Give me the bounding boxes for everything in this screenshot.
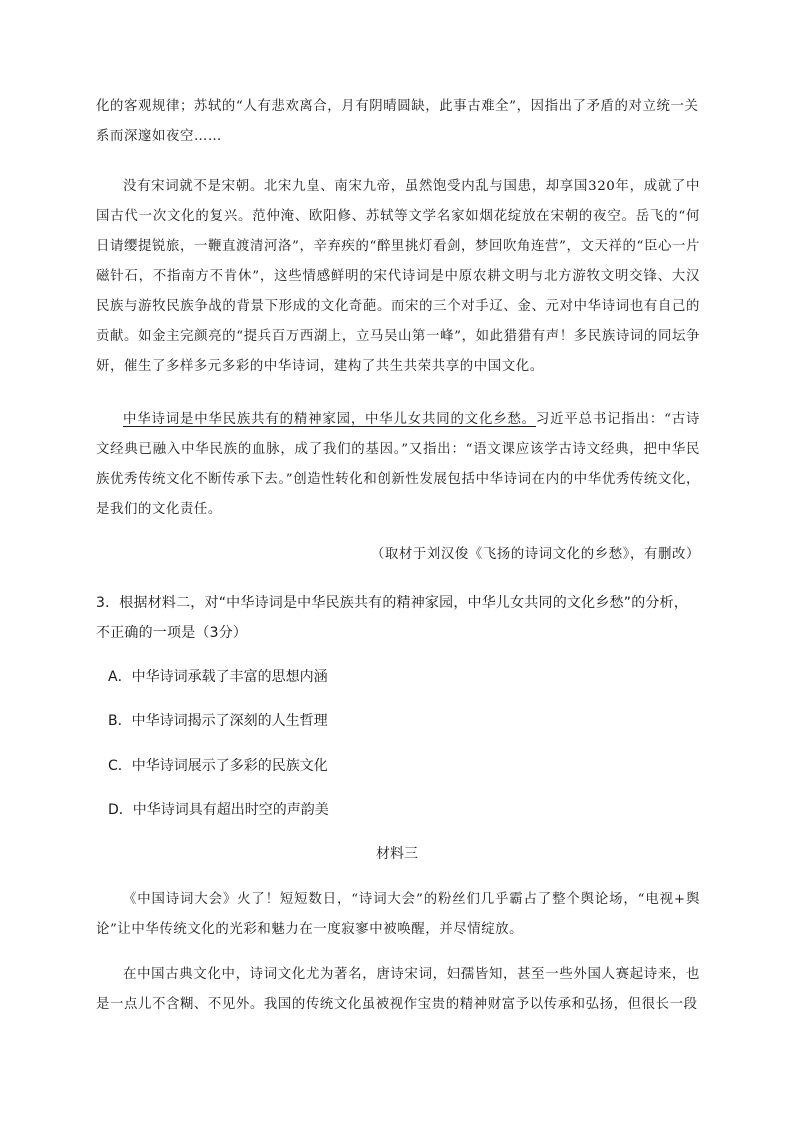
- option-a[interactable]: A．中华诗词承载了丰富的思想内涵: [108, 669, 328, 685]
- option-d[interactable]: D．中华诗词具有超出时空的声韵美: [108, 802, 329, 818]
- material3-paragraph-2: 在中国古典文化中，诗词文化尤为著名，唐诗宋词，妇孺皆知，甚至一些外国人赛起诗来，也是一点儿不含糊、不见外。我国的传统文化虽被视作宝贵的精神财富予以传承和弘扬，但很长一段: [96, 967, 700, 1012]
- key-sentence-underlined: 中华诗词是中华民族共有的精神家园，中华儿女共同的文化乡愁。: [123, 412, 536, 427]
- continuation-line-1: 化的客观规律；苏轼的“人有悲欢离合，月有阴晴圆缺，此事古难全”，因指出了矛盾的对立统一关: [96, 99, 699, 114]
- material2-source: （取材于刘汉俊《飞扬的诗词文化的乡愁》，有删改）: [370, 547, 700, 562]
- paragraph-cultural-heritage: [96, 405, 700, 525]
- material3-title: 材料三: [376, 846, 418, 862]
- continuation-line-2: 系而深邃如夜空……: [96, 129, 222, 144]
- option-c[interactable]: C．中华诗词展示了多彩的民族文化: [108, 758, 328, 774]
- option-b[interactable]: B．中华诗词揭示了深刻的人生哲理: [108, 713, 328, 729]
- question-3-stem: 3．根据材料二，对“中华诗词是中华民族共有的精神家园，中华儿女共同的文化乡愁”的分析，不正确的一项是（3分）: [96, 595, 689, 641]
- paragraph-song-dynasty: 没有宋词就不是宋朝。北宋九皇、南宋九帝，虽然饱受内乱与国患，却享国320年，成就了中国古代一次文化的复兴。范仲淹、欧阳修、苏轼等文学名家如烟花绽放在宋朝的夜空。岳飞的“何日请缨提锐旅，一鞭直渡清河洛”，辛弃疾的“醉里挑灯看剑，梦回吹角连营”，文天祥的“臣心一片磁针石，不指南方不肯休”，这些情感鲜明的宋代诗词是中原农耕文明与北方游牧文明交锋、大汉民族与游牧民族争战的背景下形成的文化奇葩。而宋的三个对手辽、金、元对中华诗词也有自己的贡献。如金主完颜亮的“提兵百万西湖上，立马吴山第一峰”，如此猎猎有声！多民族诗词的同坛争妍，催生了多样多元多彩的中华诗词，建构了共生共荣共享的中国文化。: [96, 179, 700, 374]
- paragraph-heritage-rest: 习近平总书记指出：“古诗文经典已融入中华民族的血脉，成了我们的基因。”又指出：“语文课应该学古诗文经典，把中华民族优秀传统文化不断传承下去。”创造性转化和创新性发展包括中华诗词在内的中华优秀传统文化，是我们的文化责任。: [96, 412, 700, 517]
- material3-paragraph-1: 《中国诗词大会》火了！短短数日，“诗词大会”的粉丝们几乎霸占了整个舆论场，“电视+舆论”让中华传统文化的光彩和魅力在一度寂寥中被唤醒，并尽情绽放。: [96, 892, 700, 937]
- material2-continuation: [96, 92, 700, 152]
